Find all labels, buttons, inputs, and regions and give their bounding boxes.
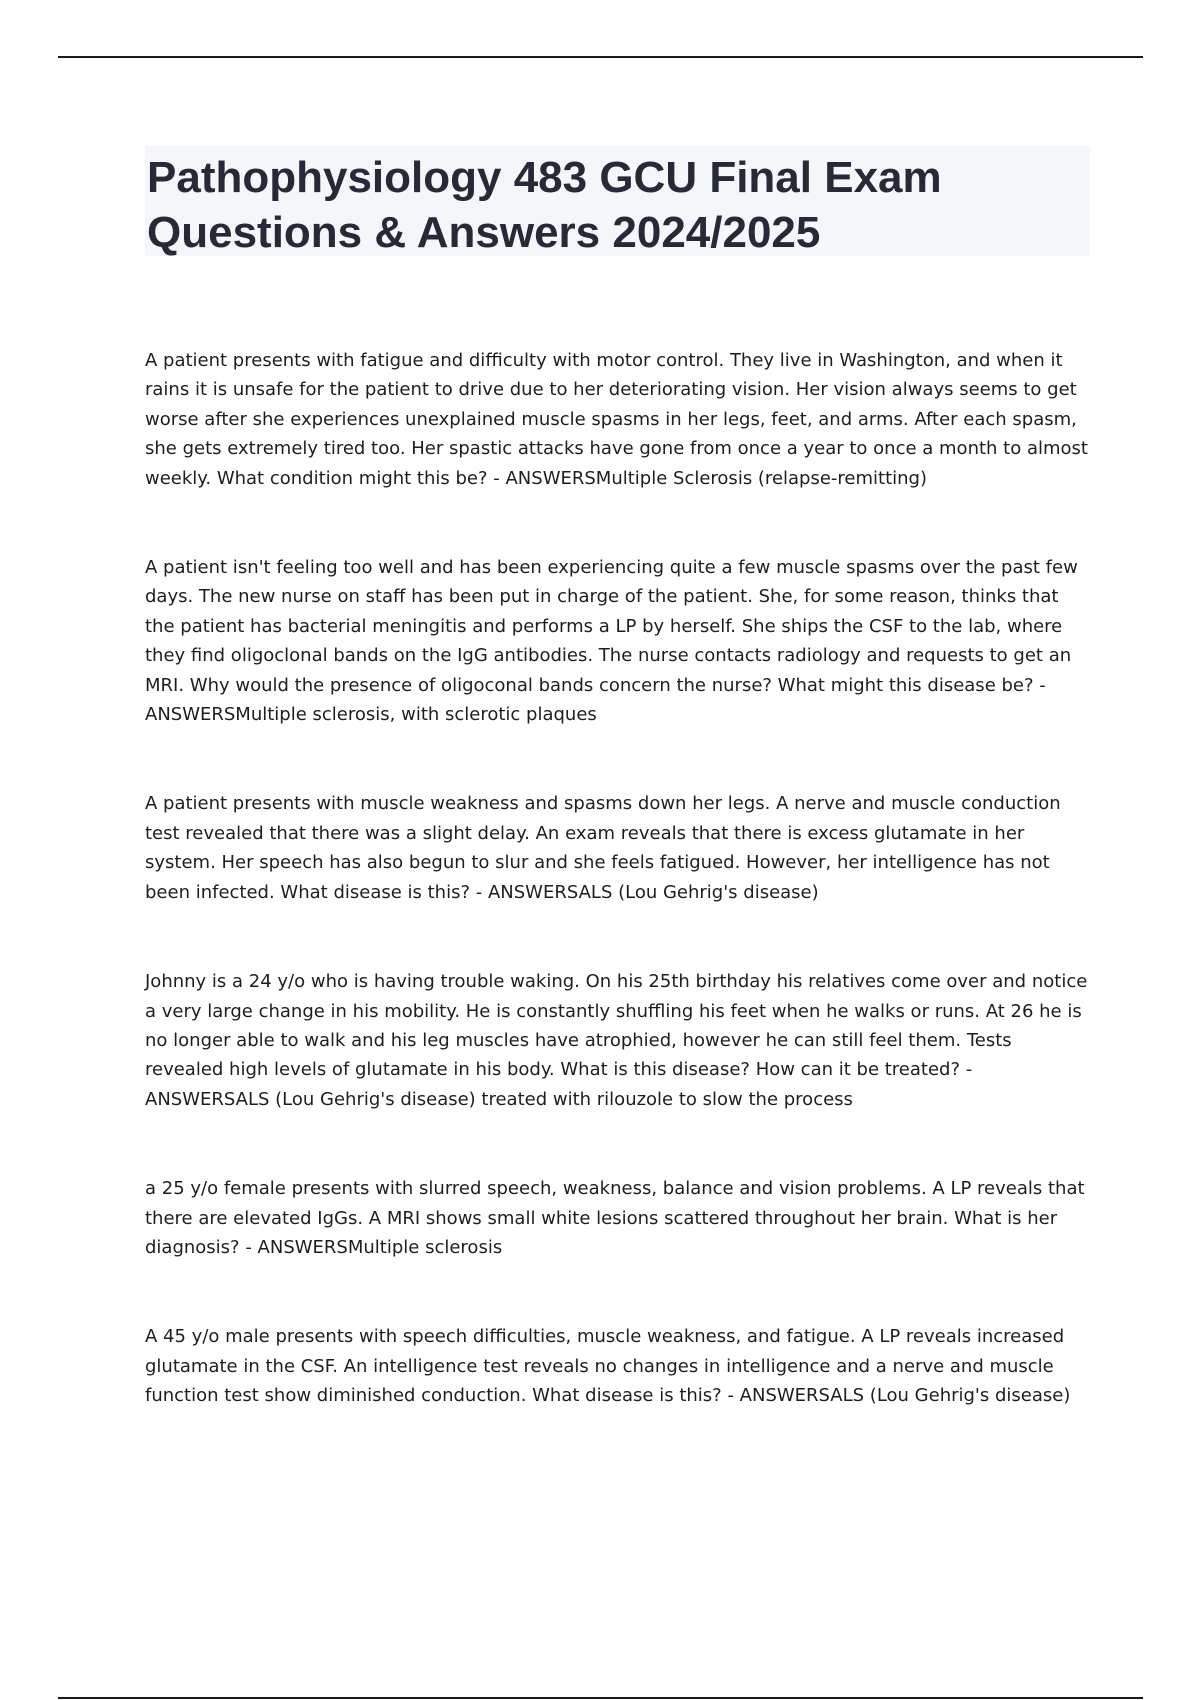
- qa-list: [145, 346, 1090, 1411]
- qa-entry-4: Johnny is a 24 y/o who is having trouble waking. On his 25th birthday his relatives come over and notice a very large change in his mobility. He is constantly shuffling his feet when he walks or runs. At 26 he is no longer able to walk and his leg muscles have atrophied, however he can still feel them. Tests revealed high levels of glutamate in his body. What is this disease? How can it be treated? - ANSWERSALS (Lou Gehrig's disease) treated with rilouzole to slow the process: [145, 971, 1088, 1110]
- qa-entry-3: A patient presents with muscle weakness and spasms down her legs. A nerve and muscle conduction test revealed that there was a slight delay. An exam reveals that there is excess glutamate in her system. Her speech has also begun to slur and she feels fatigued. However, her intelligence has not been infected. What disease is this? - ANSWERSALS (Lou Gehrig's disease): [145, 793, 1061, 903]
- document-title: Pathophysiology 483 GCU Final Exam Questions & Answers 2024/2025: [147, 153, 942, 257]
- qa-entry-6: A 45 y/o male presents with speech difficulties, muscle weakness, and fatigue. A LP reveals increased glutamate in the CSF. An intelligence test reveals no changes in intelligence and a nerve and muscle function test show diminished conduction. What disease is this? - ANSWERSALS (Lou Gehrig's disease): [145, 1326, 1071, 1407]
- bottom-divider: [58, 1697, 1143, 1699]
- qa-entry-1: A patient presents with fatigue and difficulty with motor control. They live in Washington, and when it rains it is unsafe for the patient to drive due to her deteriorating vision. Her vision always seems to get worse after she experiences unexplained muscle spasms in her legs, feet, and arms. After each spasm, she gets extremely tired too. Her spastic attacks have gone from once a year to once a month to almost weekly. What condition might this be? - ANSWERSMultiple Sclerosis (relapse-remitting): [145, 350, 1088, 489]
- qa-entry-2: A patient isn't feeling too well and has been experiencing quite a few muscle spasms over the past few days. The new nurse on staff has been put in charge of the patient. She, for some reason, thinks that the patient has bacterial meningitis and performs a LP by herself. She ships the CSF to the lab, where they find oligoclonal bands on the IgG antibodies. The nurse contacts radiology and requests to get an MRI. Why would the presence of oligoconal bands concern the nurse? What might this disease be? - ANSWERSMultiple sclerosis, with sclerotic plaques: [145, 557, 1078, 726]
- top-divider: [58, 56, 1143, 58]
- qa-entry-5: a 25 y/o female presents with slurred speech, weakness, balance and vision problems. A LP reveals that there are elevated IgGs. A MRI shows small white lesions scattered throughout her brain. What is her diagnosis? - ANSWERSMultiple sclerosis: [145, 1178, 1085, 1258]
